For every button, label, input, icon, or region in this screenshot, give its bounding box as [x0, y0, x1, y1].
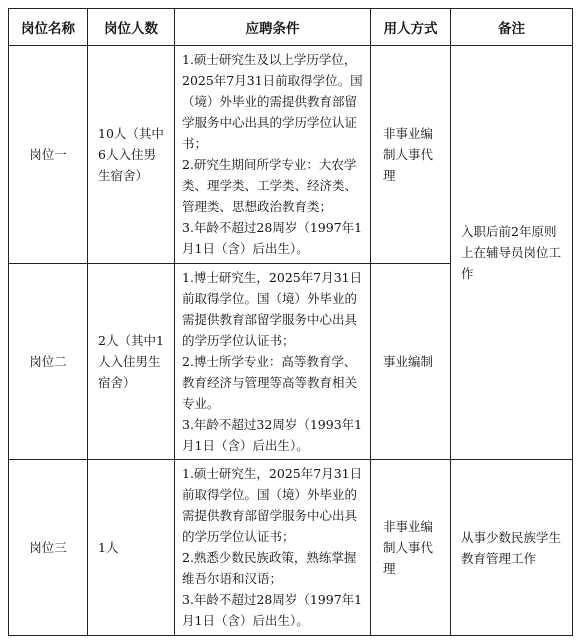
- header-count: 岗位人数: [88, 9, 175, 46]
- condition-item: 2.研究生期间所学专业：大农学类、理学类、工学类、经济类、管理类、思想政治教育类；: [182, 157, 358, 214]
- condition-item: 2.熟悉少数民族政策，熟练掌握维吾尔语和汉语；: [182, 550, 357, 586]
- condition-item: 1.硕士研究生及以上学历学位，2025年7月31日前取得学位。国（境）外毕业的需提供教育部留学服务中心出具的学历学位认证书；: [182, 52, 363, 151]
- table-header-row: [9, 9, 573, 46]
- position-name: 岗位一: [9, 46, 88, 264]
- employment-method: 非事业编制人事代理: [371, 460, 451, 636]
- employment-method: 非事业编制人事代理: [371, 46, 451, 264]
- position-count: 10人（其中6人入住男生宿舍）: [88, 46, 175, 264]
- employment-method: 事业编制: [371, 264, 451, 460]
- position-name: 岗位二: [9, 264, 88, 460]
- condition-item: 2.博士所学专业：高等教育学、教育经济与管理等高等教育相关专业。: [182, 354, 358, 411]
- header-position: 岗位名称: [9, 9, 88, 46]
- position-conditions: [175, 264, 371, 460]
- header-remarks: 备注: [451, 9, 573, 46]
- position-name: 岗位三: [9, 460, 88, 636]
- recruitment-table: [8, 8, 573, 636]
- condition-item: 3.年龄不超过32周岁（1993年1月1日（含）后出生）。: [182, 417, 363, 453]
- position-count: 2人（其中1人入住男生宿舍）: [88, 264, 175, 460]
- position-count: 1人: [88, 460, 175, 636]
- header-conditions: 应聘条件: [175, 9, 371, 46]
- header-method: 用人方式: [371, 9, 451, 46]
- table-row: [9, 46, 573, 264]
- condition-item: 3.年龄不超过28周岁（1997年1月1日（含）后出生）。: [182, 592, 363, 628]
- table-row: [9, 460, 573, 636]
- condition-item: 3.年龄不超过28周岁（1997年1月1日（含）后出生）。: [182, 220, 363, 256]
- position-conditions: [175, 46, 371, 264]
- condition-item: 1.博士研究生，2025年7月31日前取得学位。国（境）外毕业的需提供教育部留学服务中心出具的学历学位认证书；: [182, 270, 363, 348]
- shared-remark: 入职后前2年原则上在辅导员岗位工作: [451, 46, 573, 460]
- condition-item: 1.硕士研究生，2025年7月31日前取得学位。国（境）外毕业的需提供教育部留学服务中心出具的学历学位认证书；: [182, 466, 363, 544]
- position-remark: 从事少数民族学生教育管理工作: [451, 460, 573, 636]
- position-conditions: [175, 460, 371, 636]
